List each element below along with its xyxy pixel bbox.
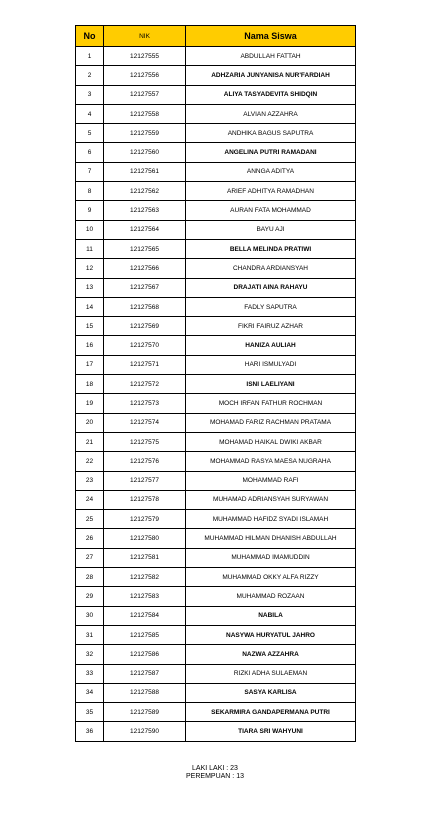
- row-name: AURAN FATA MOHAMMAD: [186, 201, 356, 220]
- row-no: 14: [76, 297, 104, 316]
- row-no: 10: [76, 220, 104, 239]
- row-nik: 12127569: [104, 317, 186, 336]
- row-no: 19: [76, 394, 104, 413]
- row-name: HARI ISMULYADI: [186, 355, 356, 374]
- table-row: [76, 471, 356, 490]
- row-nik: 12127555: [104, 47, 186, 66]
- row-nik: 12127568: [104, 297, 186, 316]
- row-no: 29: [76, 587, 104, 606]
- table-row: [76, 239, 356, 258]
- row-nik: 12127556: [104, 66, 186, 85]
- table-row: [76, 548, 356, 567]
- table-row: [76, 375, 356, 394]
- table-row: [76, 297, 356, 316]
- row-name: FADLY SAPUTRA: [186, 297, 356, 316]
- row-name: MOHAMMAD RASYA MAESA NUGRAHA: [186, 452, 356, 471]
- table-row: [76, 625, 356, 644]
- table-row: [76, 683, 356, 702]
- row-no: 33: [76, 664, 104, 683]
- row-nik: 12127583: [104, 587, 186, 606]
- row-name: ANGELINA PUTRI RAMADANI: [186, 143, 356, 162]
- table-row: [76, 66, 356, 85]
- table-row: [76, 220, 356, 239]
- table-row: [76, 568, 356, 587]
- row-no: 27: [76, 548, 104, 567]
- row-nik: 12127584: [104, 606, 186, 625]
- header-name: Nama Siswa: [186, 26, 356, 47]
- row-nik: 12127577: [104, 471, 186, 490]
- row-no: 24: [76, 490, 104, 509]
- row-nik: 12127579: [104, 510, 186, 529]
- row-name: MOHAMAD HAIKAL DWIKI AKBAR: [186, 432, 356, 451]
- row-name: NAZWA AZZAHRA: [186, 645, 356, 664]
- female-count: PEREMPUAN : 13: [186, 773, 244, 780]
- table-row: [76, 355, 356, 374]
- row-name: MUHAMMAD OKKY ALFA RIZZY: [186, 568, 356, 587]
- row-no: 31: [76, 625, 104, 644]
- row-nik: 12127564: [104, 220, 186, 239]
- row-no: 5: [76, 124, 104, 143]
- row-no: 6: [76, 143, 104, 162]
- row-no: 32: [76, 645, 104, 664]
- row-nik: 12127576: [104, 452, 186, 471]
- row-name: RIZKI ADHA SULAEMAN: [186, 664, 356, 683]
- table-row: [76, 529, 356, 548]
- row-name: NABILA: [186, 606, 356, 625]
- row-no: 8: [76, 182, 104, 201]
- male-count: LAKI LAKI : 23: [192, 765, 238, 772]
- row-nik: 12127560: [104, 143, 186, 162]
- row-no: 11: [76, 239, 104, 258]
- row-no: 28: [76, 568, 104, 587]
- row-no: 2: [76, 66, 104, 85]
- table-row: [76, 394, 356, 413]
- row-name: MUHAMMAD HILMAN DHANISH ABDULLAH: [186, 529, 356, 548]
- row-nik: 12127567: [104, 278, 186, 297]
- table-row: [76, 703, 356, 722]
- row-name: BAYU AJI: [186, 220, 356, 239]
- table-row: [76, 143, 356, 162]
- row-nik: 12127565: [104, 239, 186, 258]
- row-no: 1: [76, 47, 104, 66]
- row-name: MUHAMAD ADRIANSYAH SURYAWAN: [186, 490, 356, 509]
- table-row: [76, 413, 356, 432]
- row-no: 17: [76, 355, 104, 374]
- row-name: SASYA KARLISA: [186, 683, 356, 702]
- row-name: MOCH IRFAN FATHUR ROCHMAN: [186, 394, 356, 413]
- table-row: [76, 85, 356, 104]
- table-row: [76, 432, 356, 451]
- row-name: ISNI LAELIYANI: [186, 375, 356, 394]
- row-nik: 12127587: [104, 664, 186, 683]
- row-name: CHANDRA ARDIANSYAH: [186, 259, 356, 278]
- row-nik: 12127578: [104, 490, 186, 509]
- row-name: ADHZARIA JUNYANISA NUR'FARDIAH: [186, 66, 356, 85]
- row-name: SEKARMIRA GANDAPERMANA PUTRI: [186, 703, 356, 722]
- table-body: [76, 47, 356, 742]
- table-row: [76, 645, 356, 664]
- row-nik: 12127585: [104, 625, 186, 644]
- row-no: 34: [76, 683, 104, 702]
- table-row: [76, 317, 356, 336]
- row-nik: 12127563: [104, 201, 186, 220]
- row-name: ANNGA ADITYA: [186, 162, 356, 181]
- row-nik: 12127559: [104, 124, 186, 143]
- row-no: 30: [76, 606, 104, 625]
- row-name: ANDHIKA BAGUS SAPUTRA: [186, 124, 356, 143]
- table-header-row: [76, 26, 356, 47]
- table-row: [76, 587, 356, 606]
- row-no: 36: [76, 722, 104, 741]
- row-nik: 12127566: [104, 259, 186, 278]
- table-row: [76, 259, 356, 278]
- header-nik: NIK: [104, 26, 186, 47]
- row-name: ARIEF ADHITYA RAMADHAN: [186, 182, 356, 201]
- row-nik: 12127561: [104, 162, 186, 181]
- row-name: MOHAMAD FARIZ RACHMAN PRATAMA: [186, 413, 356, 432]
- row-no: 12: [76, 259, 104, 278]
- row-no: 20: [76, 413, 104, 432]
- row-name: ALVIAN AZZAHRA: [186, 104, 356, 123]
- row-no: 22: [76, 452, 104, 471]
- row-nik: 12127562: [104, 182, 186, 201]
- row-nik: 12127557: [104, 85, 186, 104]
- row-no: 26: [76, 529, 104, 548]
- row-nik: 12127571: [104, 355, 186, 374]
- row-no: 4: [76, 104, 104, 123]
- row-nik: 12127570: [104, 336, 186, 355]
- header-no: No: [76, 26, 104, 47]
- row-name: DRAJATI AINA RAHAYU: [186, 278, 356, 297]
- row-nik: 12127582: [104, 568, 186, 587]
- row-no: 3: [76, 85, 104, 104]
- row-no: 21: [76, 432, 104, 451]
- row-no: 23: [76, 471, 104, 490]
- row-name: BELLA MELINDA PRATIWI: [186, 239, 356, 258]
- table-row: [76, 278, 356, 297]
- table-row: [76, 606, 356, 625]
- row-name: MUHAMMAD ROZAAN: [186, 587, 356, 606]
- row-nik: 12127588: [104, 683, 186, 702]
- row-nik: 12127580: [104, 529, 186, 548]
- table-row: [76, 182, 356, 201]
- row-name: FIKRI FAIRUZ AZHAR: [186, 317, 356, 336]
- row-nik: 12127572: [104, 375, 186, 394]
- gender-summary: [0, 765, 430, 781]
- row-nik: 12127589: [104, 703, 186, 722]
- row-no: 9: [76, 201, 104, 220]
- row-nik: 12127586: [104, 645, 186, 664]
- table-row: [76, 124, 356, 143]
- row-name: ABDULLAH FATTAH: [186, 47, 356, 66]
- row-nik: 12127590: [104, 722, 186, 741]
- row-nik: 12127574: [104, 413, 186, 432]
- student-table: [75, 25, 356, 742]
- row-no: 25: [76, 510, 104, 529]
- table-row: [76, 47, 356, 66]
- table-row: [76, 162, 356, 181]
- row-name: ALIYA TASYADEVITA SHIDQIN: [186, 85, 356, 104]
- row-no: 35: [76, 703, 104, 722]
- row-nik: 12127558: [104, 104, 186, 123]
- row-name: TIARA SRI WAHYUNI: [186, 722, 356, 741]
- row-no: 18: [76, 375, 104, 394]
- row-name: MUHAMMAD HAFIDZ SYADI ISLAMAH: [186, 510, 356, 529]
- row-nik: 12127573: [104, 394, 186, 413]
- table-row: [76, 510, 356, 529]
- row-no: 16: [76, 336, 104, 355]
- table-row: [76, 722, 356, 741]
- table-row: [76, 104, 356, 123]
- row-no: 15: [76, 317, 104, 336]
- row-nik: 12127581: [104, 548, 186, 567]
- row-no: 7: [76, 162, 104, 181]
- table-row: [76, 452, 356, 471]
- row-name: MUHAMMAD IMAMUDDIN: [186, 548, 356, 567]
- row-name: NASYWA HURYATUL JAHRO: [186, 625, 356, 644]
- table-row: [76, 490, 356, 509]
- table-row: [76, 336, 356, 355]
- row-no: 13: [76, 278, 104, 297]
- row-name: MOHAMMAD RAFI: [186, 471, 356, 490]
- row-name: HANIZA AULIAH: [186, 336, 356, 355]
- row-nik: 12127575: [104, 432, 186, 451]
- table-row: [76, 201, 356, 220]
- table-row: [76, 664, 356, 683]
